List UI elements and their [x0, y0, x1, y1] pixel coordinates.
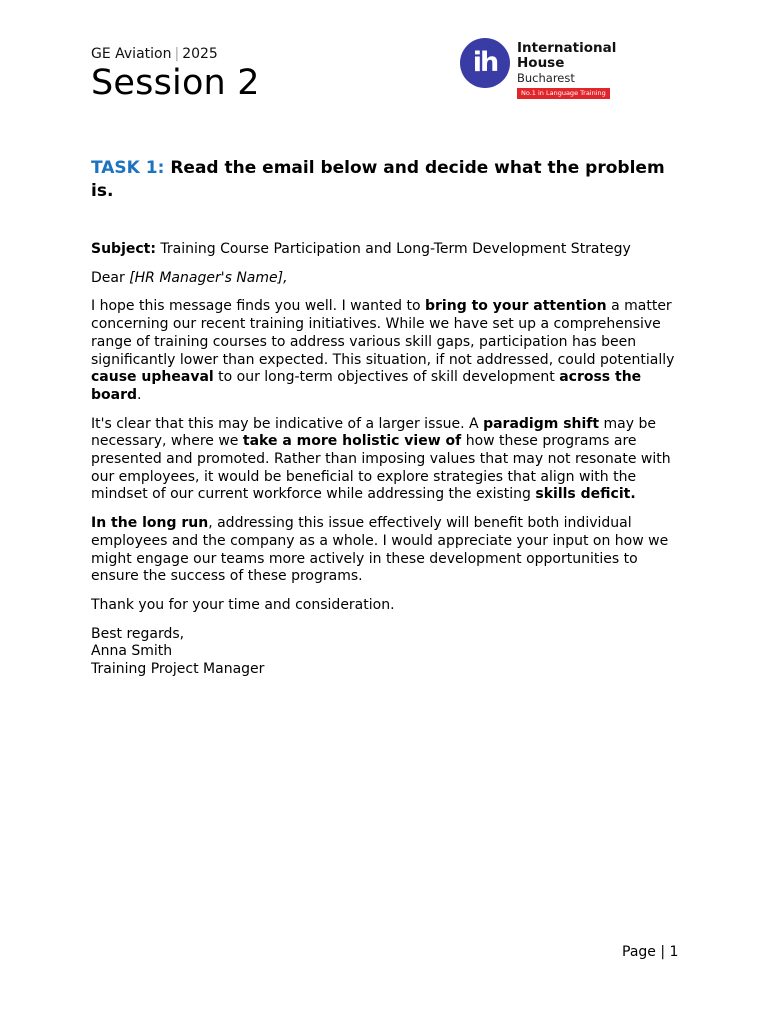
p1-text-4: . [137, 386, 142, 403]
p1-bold-2: cause upheaval [91, 369, 214, 386]
email-signature [91, 626, 681, 679]
email-subject [91, 241, 681, 259]
greeting-recipient: [HR Manager's Name], [129, 269, 288, 286]
logo-line-1: International [517, 40, 617, 56]
subject-text: Training Course Participation and Long-Term Development Strategy [155, 241, 631, 257]
signer-name: Anna Smith [91, 643, 173, 660]
subject-label: Subject: [91, 241, 156, 257]
task-heading [91, 157, 691, 203]
document-header [91, 46, 260, 103]
logo-line-2: House [517, 55, 565, 71]
email-thanks: Thank you for your time and consideration. [91, 596, 395, 613]
task-label: TASK 1: [91, 158, 165, 178]
p2-text-2: may be necessary, where we [91, 415, 656, 450]
ih-logo-icon: ih [460, 38, 510, 88]
email-paragraph-3 [91, 515, 681, 586]
greeting-text: Dear [91, 269, 130, 286]
task-text: Read the email below and decide what the problem is. [91, 158, 665, 201]
p1-bold-3: across the board [91, 369, 642, 403]
logo-text [517, 41, 616, 85]
email-greeting [91, 270, 681, 288]
p2-bold-2: take a more holistic view of [242, 433, 462, 450]
company-name: GE Aviation [91, 46, 172, 62]
page-title: Session 2 [91, 63, 260, 103]
header-year: 2025 [182, 46, 218, 62]
signer-title: Training Project Manager [91, 661, 265, 678]
p2-text-3: how these programs are presented and promoted. Rather than imposing values that may not resonate with our employees, it would be beneficial to explore strategies that align with the mindset of our current workforce while addressing the existing [91, 433, 671, 503]
header-separator: | [174, 46, 180, 62]
email-paragraph-1 [91, 298, 681, 404]
company-line [91, 46, 260, 63]
p2-bold-1: paradigm shift [483, 415, 600, 432]
p2-bold-3: skills deficit. [535, 486, 636, 503]
page-number: Page | 1 [622, 944, 679, 960]
p1-text-1: I hope this message finds you well. I wanted to [91, 298, 425, 315]
international-house-logo [460, 38, 620, 102]
email-paragraph-2 [91, 416, 681, 505]
p3-text-1: , addressing this issue effectively will benefit both individual employees and the company as a whole. I would appreciate your input on how we might engage our teams more actively in these development opportunities to ensure the success of these programs. [91, 515, 669, 585]
logo-line-3: Bucharest [517, 71, 575, 85]
p1-text-3: to our long-term objectives of skill development [213, 369, 560, 386]
logo-tagline: No.1 in Language Training [517, 88, 610, 99]
p3-bold-1: In the long run [91, 515, 209, 532]
p1-bold-1: bring to your attention [425, 298, 607, 315]
p1-text-2: a matter concerning our recent training initiatives. While we have set up a comprehensive range of training courses to address various skill gaps, participation has been significantly lower than expected. This situation, if not addressed, could potentially [91, 298, 675, 368]
email-body [91, 241, 681, 690]
p2-text-1: It's clear that this may be indicative of a larger issue. A [91, 415, 484, 432]
closing: Best regards, [91, 625, 185, 642]
